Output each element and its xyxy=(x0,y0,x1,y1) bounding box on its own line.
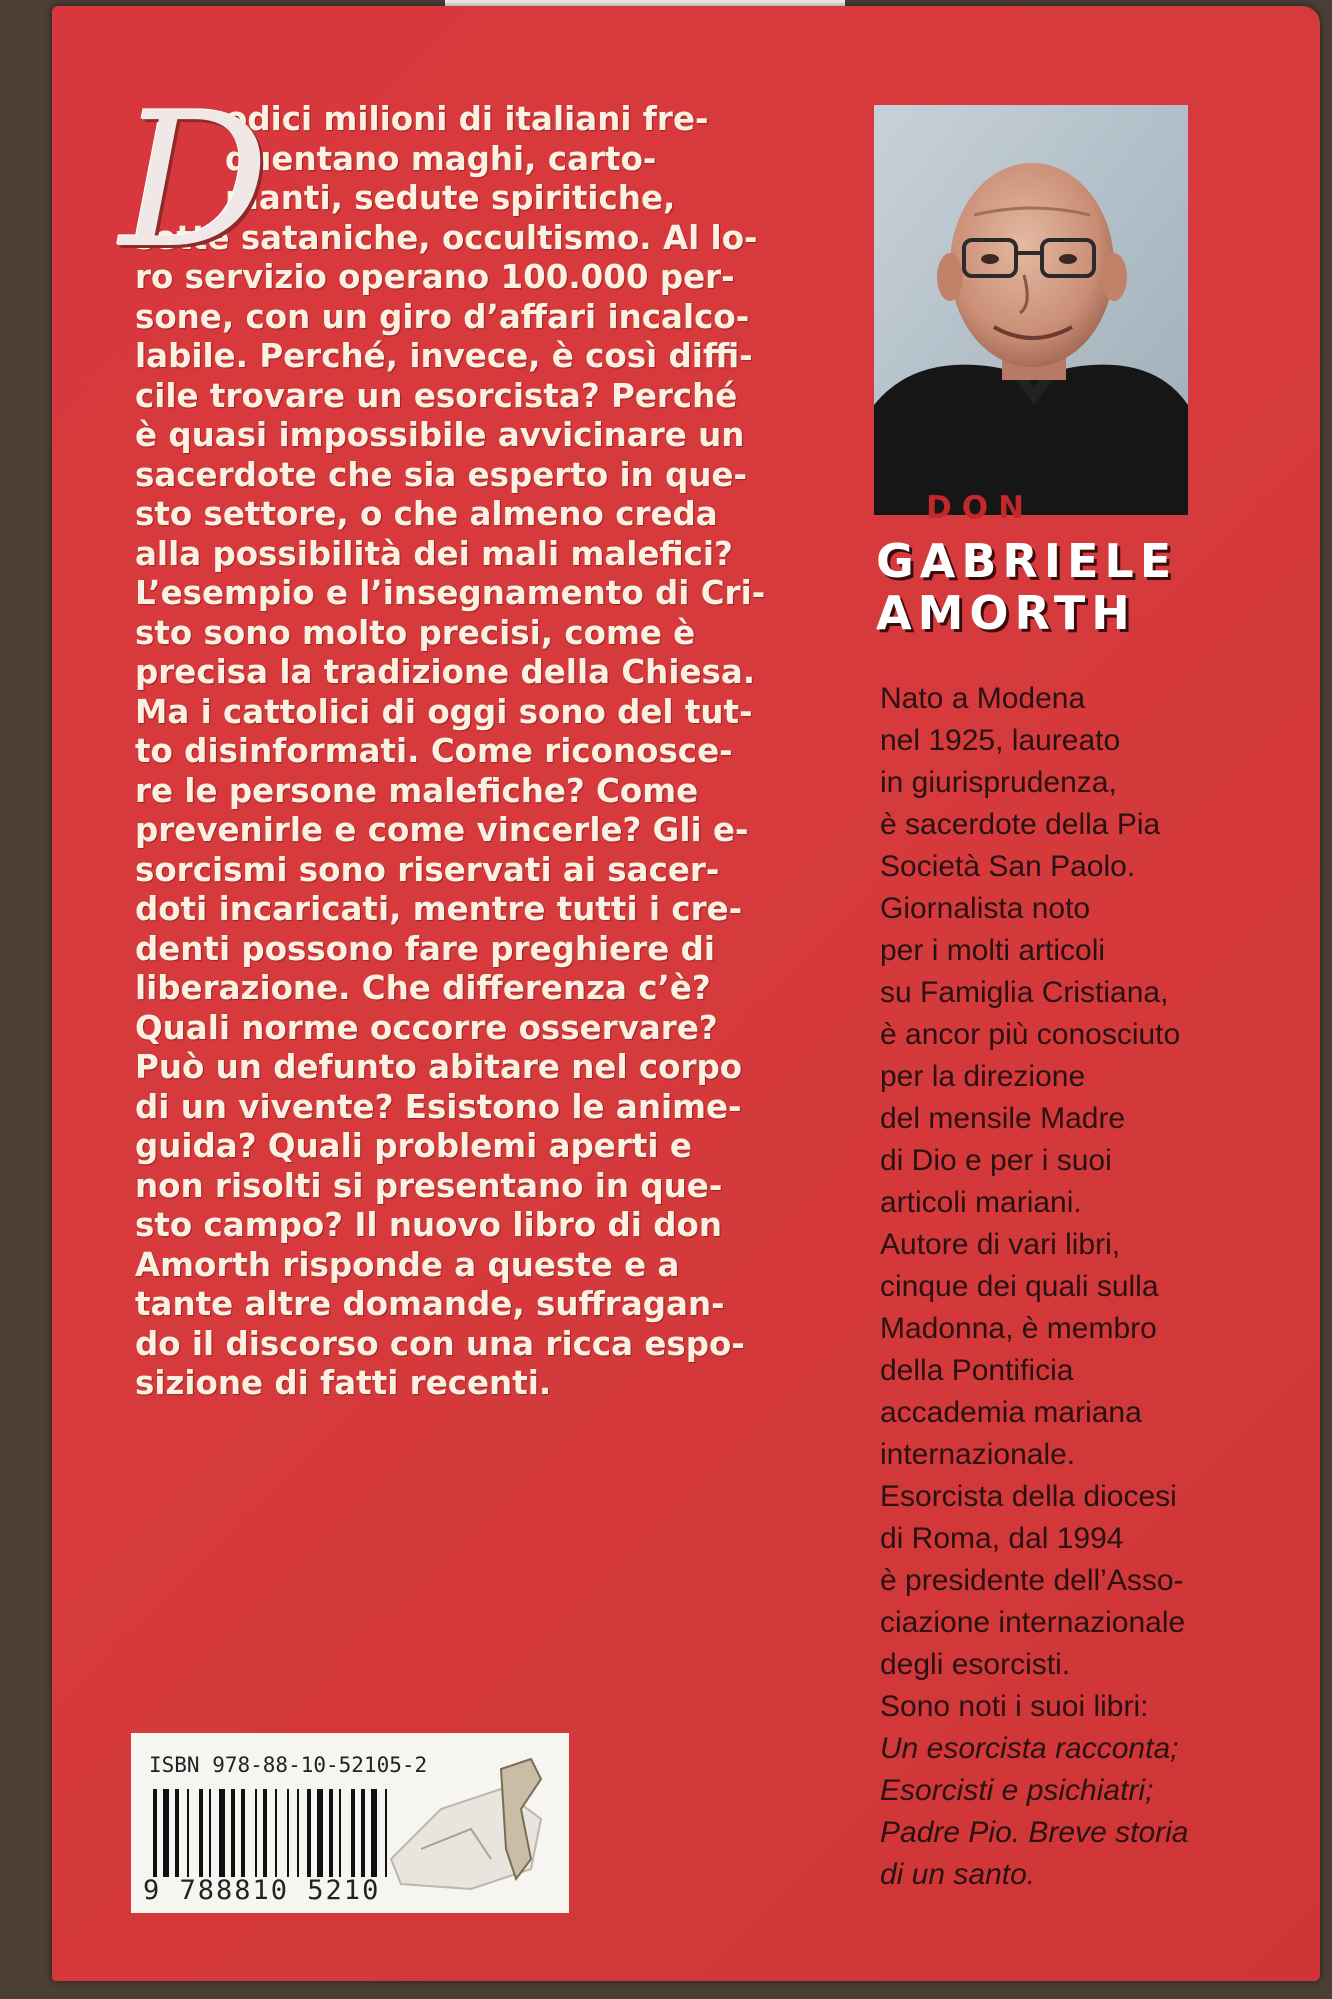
bio-line: Nato a Modena xyxy=(880,682,1086,715)
blurb-line: sone, con un giro d’affari incalco- xyxy=(135,297,750,336)
bio-line: nel 1925, laureato xyxy=(880,724,1121,757)
blurb-line: prevenirle e come vincerle? Gli e- xyxy=(135,811,749,849)
bio-line: internazionale. xyxy=(880,1438,1076,1471)
bio-line: articoli mariani. xyxy=(880,1186,1082,1219)
barcode-digits: 9 788810 5210 xyxy=(143,1875,381,1906)
bio-line: Società San Paolo. xyxy=(880,850,1136,883)
blurb-line: Ma i cattolici di oggi sono del tut- xyxy=(135,692,753,731)
blurb-line: Può un defunto abitare nel corpo xyxy=(135,1048,743,1086)
blurb-line: alla possibilità dei mali malefici? xyxy=(135,534,733,573)
blurb-line: liberazione. Che differenza c’è? xyxy=(135,969,711,1007)
blurb-line: precisa la tradizione della Chiesa. xyxy=(135,653,756,691)
bio-line: Autore di vari libri, xyxy=(880,1228,1121,1261)
isbn-number: ISBN 978-88-10-52105-2 xyxy=(149,1753,428,1777)
bio-line: accademia mariana xyxy=(880,1396,1142,1429)
torn-sticker xyxy=(381,1749,551,1894)
blurb-line: doti incaricati, mentre tutti i cre- xyxy=(135,890,743,928)
blurb-line: non risolti si presentano in que- xyxy=(135,1166,723,1205)
author-biography xyxy=(880,678,1260,1896)
bio-line: per i molti articoli xyxy=(880,934,1106,967)
blurb-line: L’esempio e l’insegnamento di Cri- xyxy=(135,574,766,612)
blurb-line: sto settore, o che almeno creda xyxy=(135,495,718,533)
bio-line: Esorcisti e psichiatri; xyxy=(880,1774,1154,1807)
blurb-line: è quasi impossibile avvicinare un xyxy=(135,416,745,454)
bio-line: degli esorcisti. xyxy=(880,1648,1071,1681)
bio-line: per la direzione xyxy=(880,1060,1086,1093)
author-first-name: GABRIELE xyxy=(876,534,1178,588)
blurb-line: manti, sedute spiritiche, xyxy=(225,179,676,217)
author-portrait-image xyxy=(874,105,1188,515)
blurb-line: di un vivente? Esistono le anime- xyxy=(135,1087,742,1126)
bio-line: Giornalista noto xyxy=(880,892,1091,925)
bio-line: in giurisprudenza, xyxy=(880,766,1117,799)
blurb-line: re le persone malefiche? Come xyxy=(135,771,699,810)
bio-line: Un esorcista racconta; xyxy=(880,1732,1179,1765)
author-photo xyxy=(874,105,1188,515)
bio-line: ciazione internazionale xyxy=(880,1606,1186,1639)
blurb-line: sacerdote che sia esperto in que- xyxy=(135,455,748,494)
bio-line: cinque dei quali sulla xyxy=(880,1270,1159,1303)
blurb-line: tante altre domande, suffragan- xyxy=(135,1285,725,1323)
blurb-line: odici milioni di italiani fre- xyxy=(225,100,709,138)
blurb-line: sto sono molto precisi, come è xyxy=(135,613,696,652)
blurb-line: guida? Quali problemi aperti e xyxy=(135,1127,692,1165)
blurb-line: to disinformati. Come riconosce- xyxy=(135,732,733,770)
blurb-line: sorcismi sono riservati ai sacer- xyxy=(135,850,720,889)
bio-line: di Dio e per i suoi xyxy=(880,1144,1112,1177)
bio-line: Madonna, è membro xyxy=(880,1312,1157,1345)
blurb-line: ro servizio operano 100.000 per- xyxy=(135,258,735,296)
blurb-line: cile trovare un esorcista? Perché xyxy=(135,376,738,415)
bio-line: di un santo. xyxy=(880,1858,1036,1891)
blurb-line: denti possono fare preghiere di xyxy=(135,929,715,968)
blurb-line: labile. Perché, invece, è così diffi- xyxy=(135,337,753,375)
isbn-barcode xyxy=(131,1733,569,1913)
bio-line: di Roma, dal 1994 xyxy=(880,1522,1124,1555)
blurb-line: Amorth risponde a queste e a xyxy=(135,1245,680,1284)
bio-line: della Pontificia xyxy=(880,1354,1074,1387)
blurb-text xyxy=(135,100,775,1404)
bio-line: è sacerdote della Pia xyxy=(880,808,1161,841)
blurb-line: quentano maghi, carto- xyxy=(225,139,657,178)
bio-line: Sono noti i suoi libri: xyxy=(880,1690,1149,1723)
blurb-line: do il discorso con una ricca espo- xyxy=(135,1324,745,1363)
blurb-line: sizione di fatti recenti. xyxy=(135,1364,552,1402)
bio-line: Padre Pio. Breve storia xyxy=(880,1816,1189,1849)
blurb-line: Quali norme occorre osservare? xyxy=(135,1008,718,1047)
dropcap-letter: D xyxy=(120,72,270,289)
bio-line: del mensile Madre xyxy=(880,1102,1126,1135)
author-title: DON xyxy=(926,490,1035,526)
bio-line: è presidente dell’Asso- xyxy=(880,1564,1184,1597)
author-last-name: AMORTH xyxy=(876,586,1136,640)
bio-line: è ancor più conosciuto xyxy=(880,1018,1181,1051)
blurb-line: sette sataniche, occultismo. Al lo- xyxy=(135,218,758,257)
bio-line: Esorcista della diocesi xyxy=(880,1480,1177,1513)
bio-line: su Famiglia Cristiana, xyxy=(880,976,1169,1009)
blurb-column xyxy=(135,100,775,1404)
blurb-line: sto campo? Il nuovo libro di don xyxy=(135,1206,722,1244)
